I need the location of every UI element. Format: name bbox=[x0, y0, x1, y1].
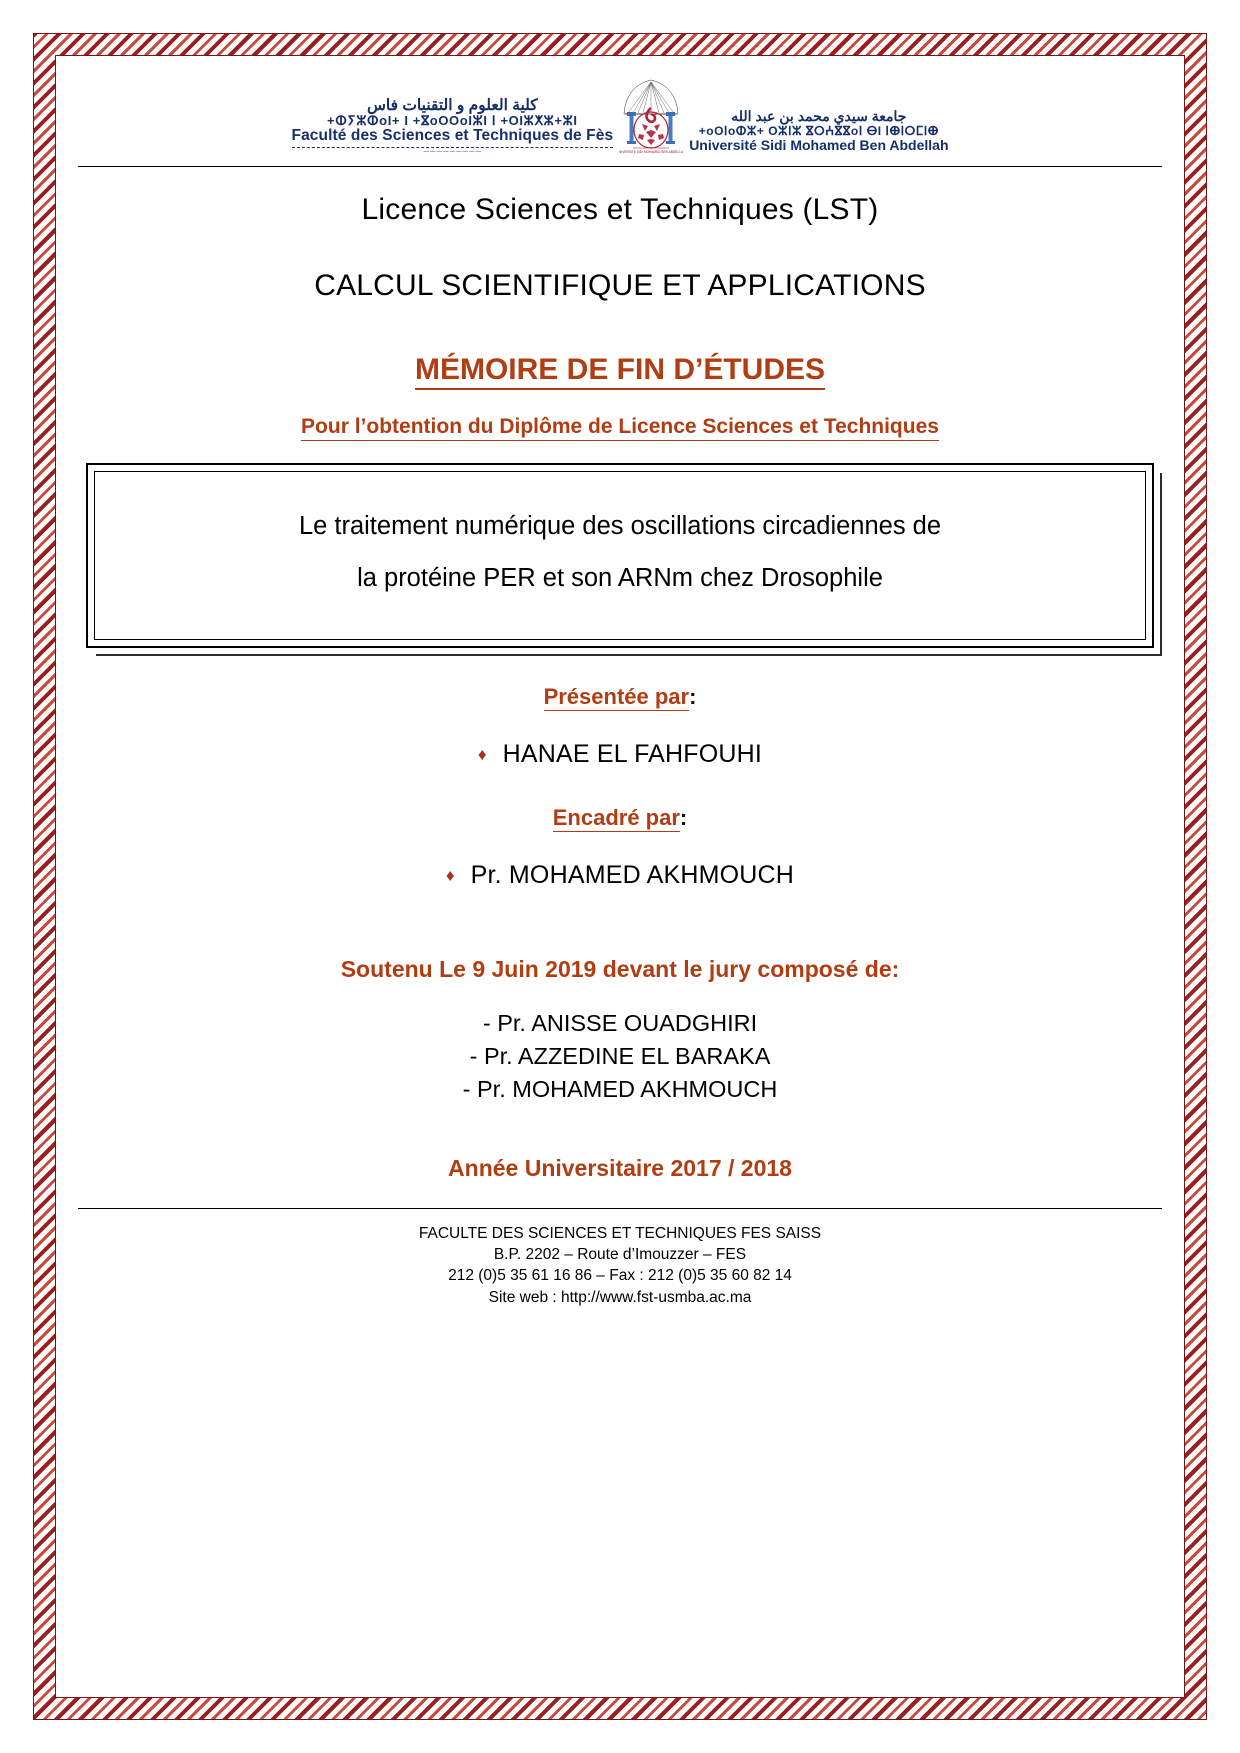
university-name-tifinagh: +oOⵏoⵀⵣ+ Oⵣⵏⵣ ⴵⵔⵄⴵⴵoⵏ ⴱI ⵏⴲⵏⵔⵎⵏⴲ bbox=[698, 123, 939, 138]
faculty-name-tifinagh: +ⵀⵢⵣⵀoI+ I +ⴵoOOoIⵣI ⵏ +OIⵣⵅⵣ+ⵣI bbox=[327, 113, 578, 129]
university-name-french: Université Sidi Mohamed Ben Abdellah bbox=[689, 137, 949, 154]
footer-contact-block bbox=[78, 1223, 1162, 1309]
purpose-line bbox=[78, 415, 1162, 439]
presented-by-text: Présentée par bbox=[543, 683, 690, 709]
thesis-title-box bbox=[86, 463, 1154, 648]
university-seal-icon bbox=[619, 74, 683, 156]
supervisor-name: Pr. MOHAMED AKHMOUCH bbox=[470, 860, 795, 889]
page-content bbox=[56, 56, 1184, 1697]
svg-text:UNIVERSITE SIDI MOHAMED BEN AB: UNIVERSITE SIDI MOHAMED BEN ABDELLAH bbox=[619, 150, 684, 154]
supervised-by-label bbox=[78, 805, 1162, 831]
program-title: CALCUL SCIENTIFIQUE ET APPLICATIONS bbox=[314, 269, 926, 302]
footer-institution: FACULTE DES SCIENCES ET TECHNIQUES FES SAISS bbox=[418, 1224, 822, 1242]
faculty-name-arabic: كلية العلوم و التقنيات فاس bbox=[366, 96, 538, 114]
supervisor-row bbox=[78, 861, 1162, 890]
document-type-text: MÉMOIRE DE FIN D’ÉTUDES bbox=[415, 353, 825, 390]
jury-member: - Pr. AZZEDINE EL BARAKA bbox=[469, 1042, 771, 1069]
presenter-name: HANAE EL FAHFOUHI bbox=[502, 739, 763, 768]
diamond-bullet-icon: ♦ bbox=[445, 865, 455, 885]
footer-website: Site web : http://www.fst-usmba.ac.ma bbox=[488, 1288, 752, 1306]
jury-member: - Pr. MOHAMED AKHMOUCH bbox=[462, 1076, 778, 1103]
supervised-by-colon: : bbox=[679, 804, 688, 830]
academic-year: Année Universitaire 2017 / 2018 bbox=[448, 1154, 792, 1181]
document-type-title bbox=[78, 353, 1162, 387]
purpose-text: Pour l’obtention du Diplôme de Licence Sciences et Techniques bbox=[301, 415, 939, 441]
degree-title: Licence Sciences et Techniques (LST) bbox=[361, 193, 879, 226]
header-divider bbox=[78, 166, 1162, 167]
faculty-name-french: Faculté des Sciences et Techniques de Fès bbox=[291, 127, 614, 145]
footer-divider bbox=[78, 1208, 1162, 1209]
footer-address: B.P. 2202 – Route d’Imouzzer – FES bbox=[493, 1245, 747, 1263]
thesis-title-inner-border bbox=[94, 471, 1146, 640]
jury-member: - Pr. ANISSE OUADGHIRI bbox=[482, 1009, 758, 1036]
thesis-title-box-wrapper bbox=[86, 463, 1154, 648]
footer-phone-fax: 212 (0)5 35 61 16 86 – Fax : 212 (0)5 35 60 82 14 bbox=[448, 1267, 792, 1285]
thesis-title-line-1: Le traitement numérique des oscillations circadiennes de bbox=[298, 512, 942, 540]
defense-line: Soutenu Le 9 Juin 2019 devant le jury composé de: bbox=[340, 955, 900, 982]
presented-by-colon: : bbox=[689, 683, 697, 709]
diamond-bullet-icon: ♦ bbox=[477, 744, 487, 764]
letterhead bbox=[78, 56, 1162, 156]
jury-list bbox=[78, 1007, 1162, 1107]
supervised-by-text: Encadré par bbox=[552, 804, 680, 830]
university-identity bbox=[689, 109, 948, 156]
presented-by-label bbox=[78, 684, 1162, 710]
thesis-title-line-2: la protéine PER et son ARNm chez Drosophile bbox=[357, 564, 883, 593]
university-name-arabic: جامعة سيدي محمد بن عبد الله bbox=[731, 108, 907, 125]
faculty-identity bbox=[292, 98, 614, 156]
presenter-row bbox=[78, 740, 1162, 769]
faculty-subline: ــــ ــــ ــــ ــــ ــــ ــــ ــــ ــــ ــــ bbox=[423, 148, 482, 154]
